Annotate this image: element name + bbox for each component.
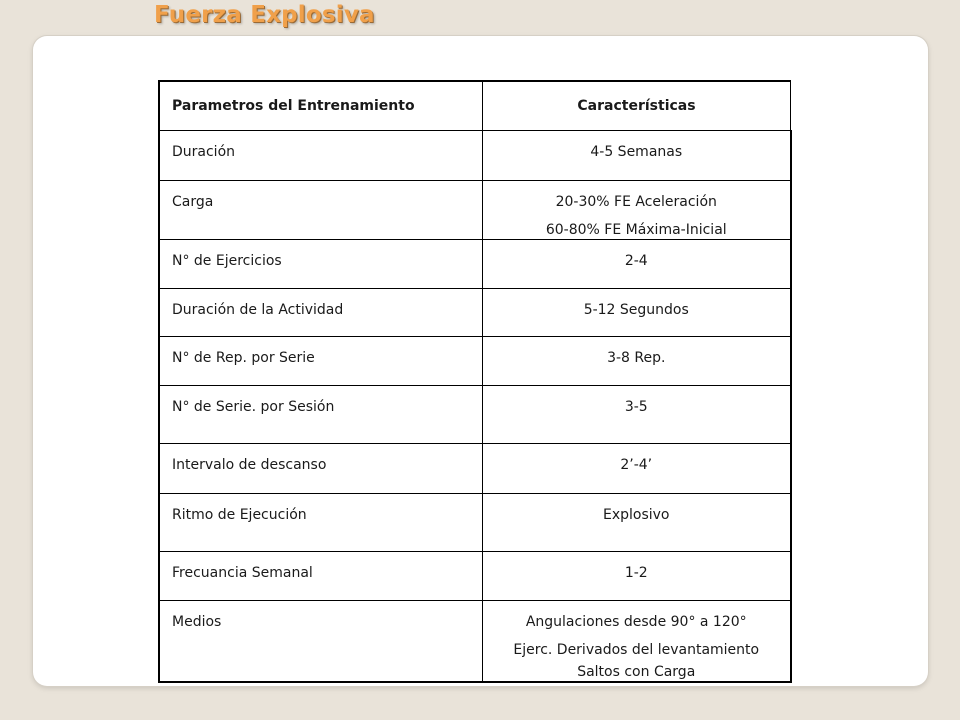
table-row	[159, 386, 791, 444]
param-cell	[159, 289, 483, 337]
param-label: N° de Ejercicios	[172, 253, 282, 269]
param-cell	[159, 131, 483, 181]
value-cell	[483, 552, 791, 601]
value-cell	[483, 601, 791, 683]
value-line: 1-2	[624, 565, 648, 581]
param-label: Duración de la Actividad	[172, 302, 344, 318]
table-header-row	[159, 81, 791, 131]
training-parameters-table	[158, 80, 792, 683]
table-row	[159, 552, 791, 601]
param-label: Intervalo de descanso	[172, 457, 327, 473]
value-cell	[483, 131, 791, 181]
param-label: Medios	[172, 614, 222, 630]
value-line: Angulaciones desde 90° a 120°	[525, 614, 747, 630]
param-label: Frecuancia Semanal	[172, 565, 313, 581]
header-caracteristicas: Características	[483, 81, 791, 131]
value-line: 3-5	[624, 399, 648, 415]
table-row	[159, 131, 791, 181]
table-row	[159, 601, 791, 683]
value-cell	[483, 181, 791, 240]
param-label: N° de Serie. por Sesión	[172, 399, 335, 415]
param-cell	[159, 240, 483, 289]
table-row	[159, 337, 791, 386]
param-label: Carga	[172, 194, 214, 210]
table-row	[159, 444, 791, 494]
value-line: 3-8 Rep.	[607, 350, 666, 366]
value-line: 60-80% FE Máxima-Inicial	[545, 222, 727, 238]
value-line: 2’-4’	[620, 457, 653, 473]
value-cell	[483, 240, 791, 289]
param-label: Ritmo de Ejecución	[172, 507, 307, 523]
param-cell	[159, 601, 483, 683]
value-cell	[483, 444, 791, 494]
value-cell	[483, 337, 791, 386]
param-cell	[159, 444, 483, 494]
table-row	[159, 240, 791, 289]
value-cell	[483, 386, 791, 444]
table-row	[159, 181, 791, 240]
value-line: 4-5 Semanas	[590, 144, 683, 160]
value-cell	[483, 494, 791, 552]
table-row	[159, 289, 791, 337]
table-row	[159, 494, 791, 552]
value-line: Explosivo	[602, 507, 670, 523]
param-label: Duración	[172, 144, 236, 160]
param-cell	[159, 552, 483, 601]
param-cell	[159, 181, 483, 240]
param-cell	[159, 386, 483, 444]
value-line: 5-12 Segundos	[583, 302, 689, 318]
value-cell	[483, 289, 791, 337]
param-label: N° de Rep. por Serie	[172, 350, 315, 366]
slide-title: Fuerza Explosiva	[154, 2, 375, 28]
param-cell	[159, 337, 483, 386]
param-cell	[159, 494, 483, 552]
value-line: 2-4	[624, 253, 648, 269]
header-parametros: Parametros del Entrenamiento	[159, 81, 483, 131]
value-line: Ejerc. Derivados del levantamiento	[513, 642, 760, 658]
value-line: 20-30% FE Aceleración	[555, 194, 717, 210]
value-line: Saltos con Carga	[577, 664, 696, 680]
